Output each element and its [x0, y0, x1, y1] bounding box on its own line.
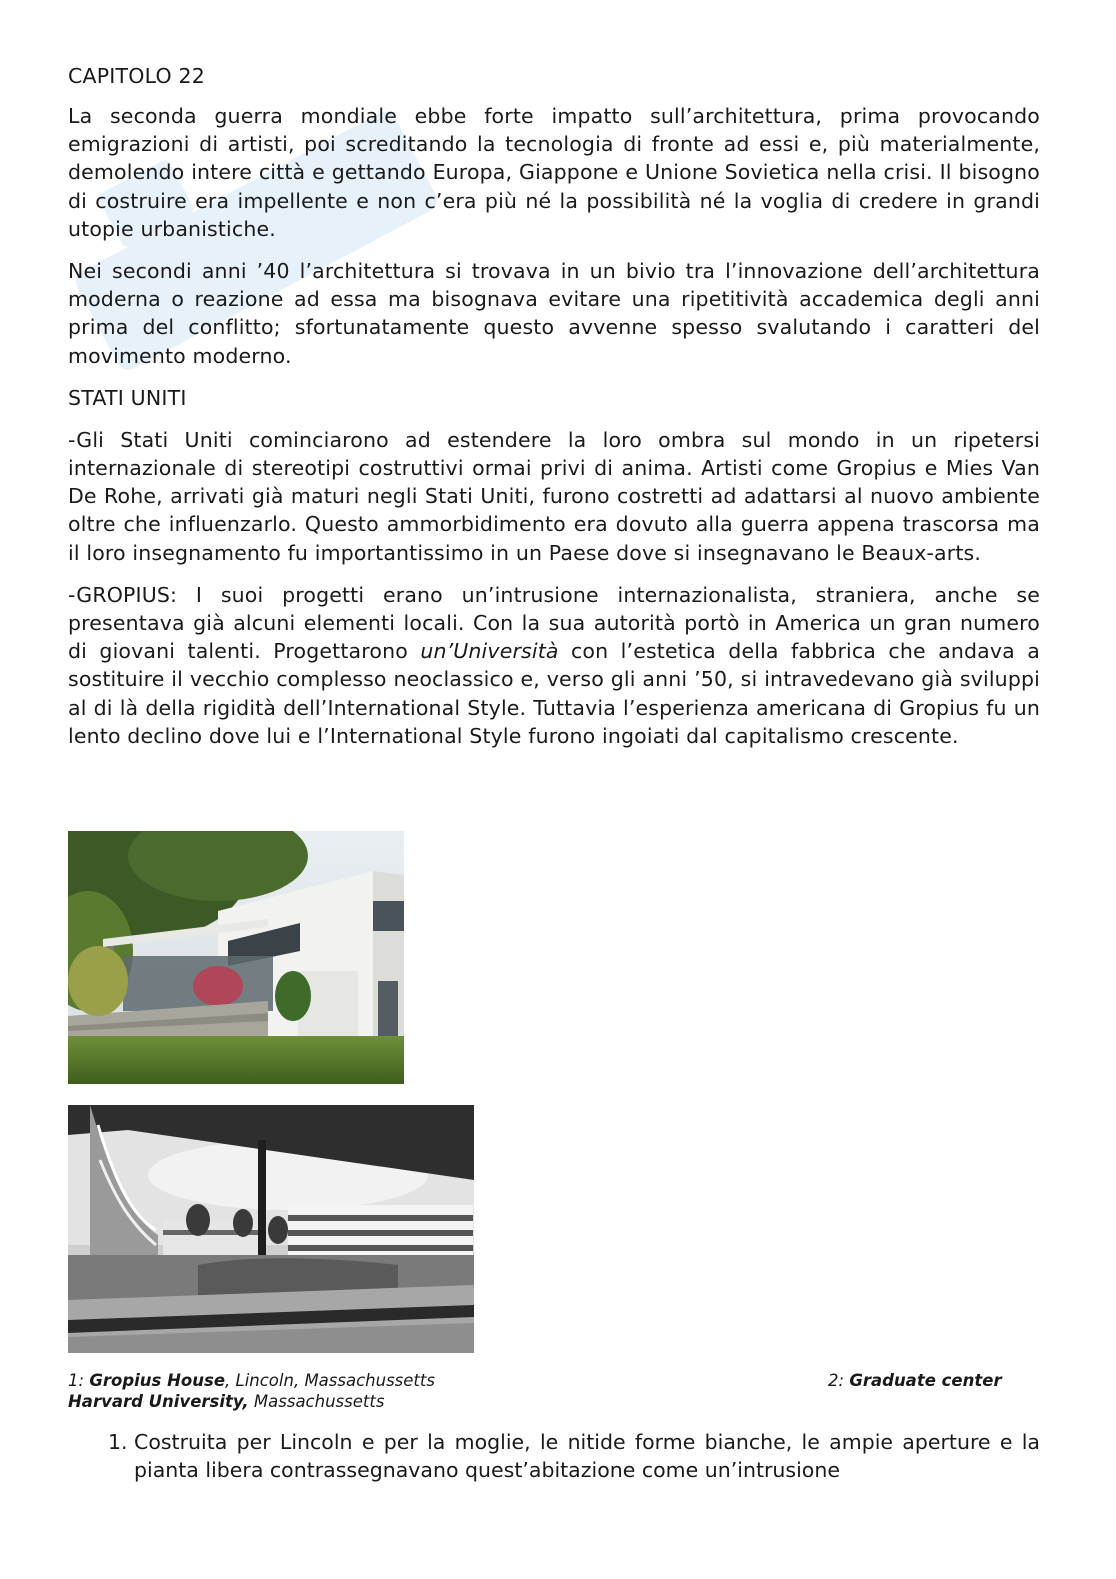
gropius-text-start: -GROPIUS: I suoi progetti erano un’intrusione internazionalista, straniera, anche se presentava già alcuni elementi locali. Con la sua autorità portò in America un gran numero di giovani talenti. Progettarono: [68, 582, 1040, 664]
list-item-number: [68, 1428, 134, 1484]
caption-2-line2: [68, 1391, 1040, 1412]
list-item-text: Costruita per Lincoln e per la moglie, le nitide forme bianche, le ampie aperture e la pianta libera contrassegnavano quest’abitazione come un’intrusione: [134, 1430, 1040, 1483]
section-heading: STATI UNITI: [68, 385, 187, 410]
caption-2-number: 2:: [828, 1371, 850, 1390]
gropius-house-photo: [68, 831, 404, 1084]
numbered-list: [68, 1428, 1040, 1484]
figure-captions: [68, 1370, 1040, 1412]
caption-1-number: 1:: [68, 1371, 90, 1390]
caption-1-title: Gropius House: [89, 1371, 226, 1390]
caption-1-location: , Lincoln, Massachussetts: [225, 1371, 435, 1390]
list-item: [68, 1428, 1040, 1484]
chapter-heading: CAPITOLO 22: [68, 64, 206, 88]
usa-paragraph: -Gli Stati Uniti cominciarono ad estendere la loro ombra sul mondo in un ripetersi internazionale di stereotipi costruttivi ormai privi di anima. Artisti come Gropius e Mies Van De Rohe, arrivati già maturi negli Stati Uniti, furono costretti ad adattarsi al nuovo ambiente oltre che influenzarlo. Questo ammorbidimento era dovuto alla guerra appena trascorsa ma il loro insegnamento fu importantissimo in un Paese dove si insegnavano le Beaux-arts.: [68, 427, 1040, 565]
gropius-text-end: con l’estetica della fabbrica che andava a sostituire il vecchio complesso neoclassico e, verso gli anni ’50, si intravedevano già sviluppi al di là della rigidità dell’International Style. Tuttavia l’esperienza americana di Gropius fu un lento declino dove lui e l’International Style furono ingoiati dal capitalismo crescente.: [68, 639, 1040, 748]
list-item-number-text: 1.: [108, 1430, 128, 1454]
caption-2-institution: Harvard University,: [68, 1392, 249, 1411]
caption-2-location: Massachussetts: [248, 1392, 385, 1411]
caption-2-title: Graduate center: [849, 1371, 1002, 1390]
gropius-paragraph: [68, 581, 1040, 750]
document-body: [68, 62, 1040, 764]
intro-paragraph-2: Nei secondi anni ’40 l’architettura si trovava in un bivio tra l’innovazione dell’architettura moderna o reazione ad essa ma bisognava evitare una ripetitività accademica degli anni prima del conflitto; sfortunatamente questo avvenne spesso svalutando i caratteri del movimento moderno.: [68, 259, 1040, 368]
intro-paragraph-1: La seconda guerra mondiale ebbe forte impatto sull’architettura, prima provocando emigrazioni di artisti, poi screditando la tecnologia di fronte ad essi e, più materialmente, demolendo intere città e gettando Europa, Giappone e Unione Sovietica nella crisi. Il bisogno di costruire era impellente e non c’era più né la possibilità né la voglia di credere in grandi utopie urbanistiche.: [68, 104, 1040, 241]
caption-2: [828, 1370, 1002, 1391]
gropius-text-italic: un’Università: [420, 639, 559, 664]
graduate-center-photo: [68, 1105, 474, 1353]
